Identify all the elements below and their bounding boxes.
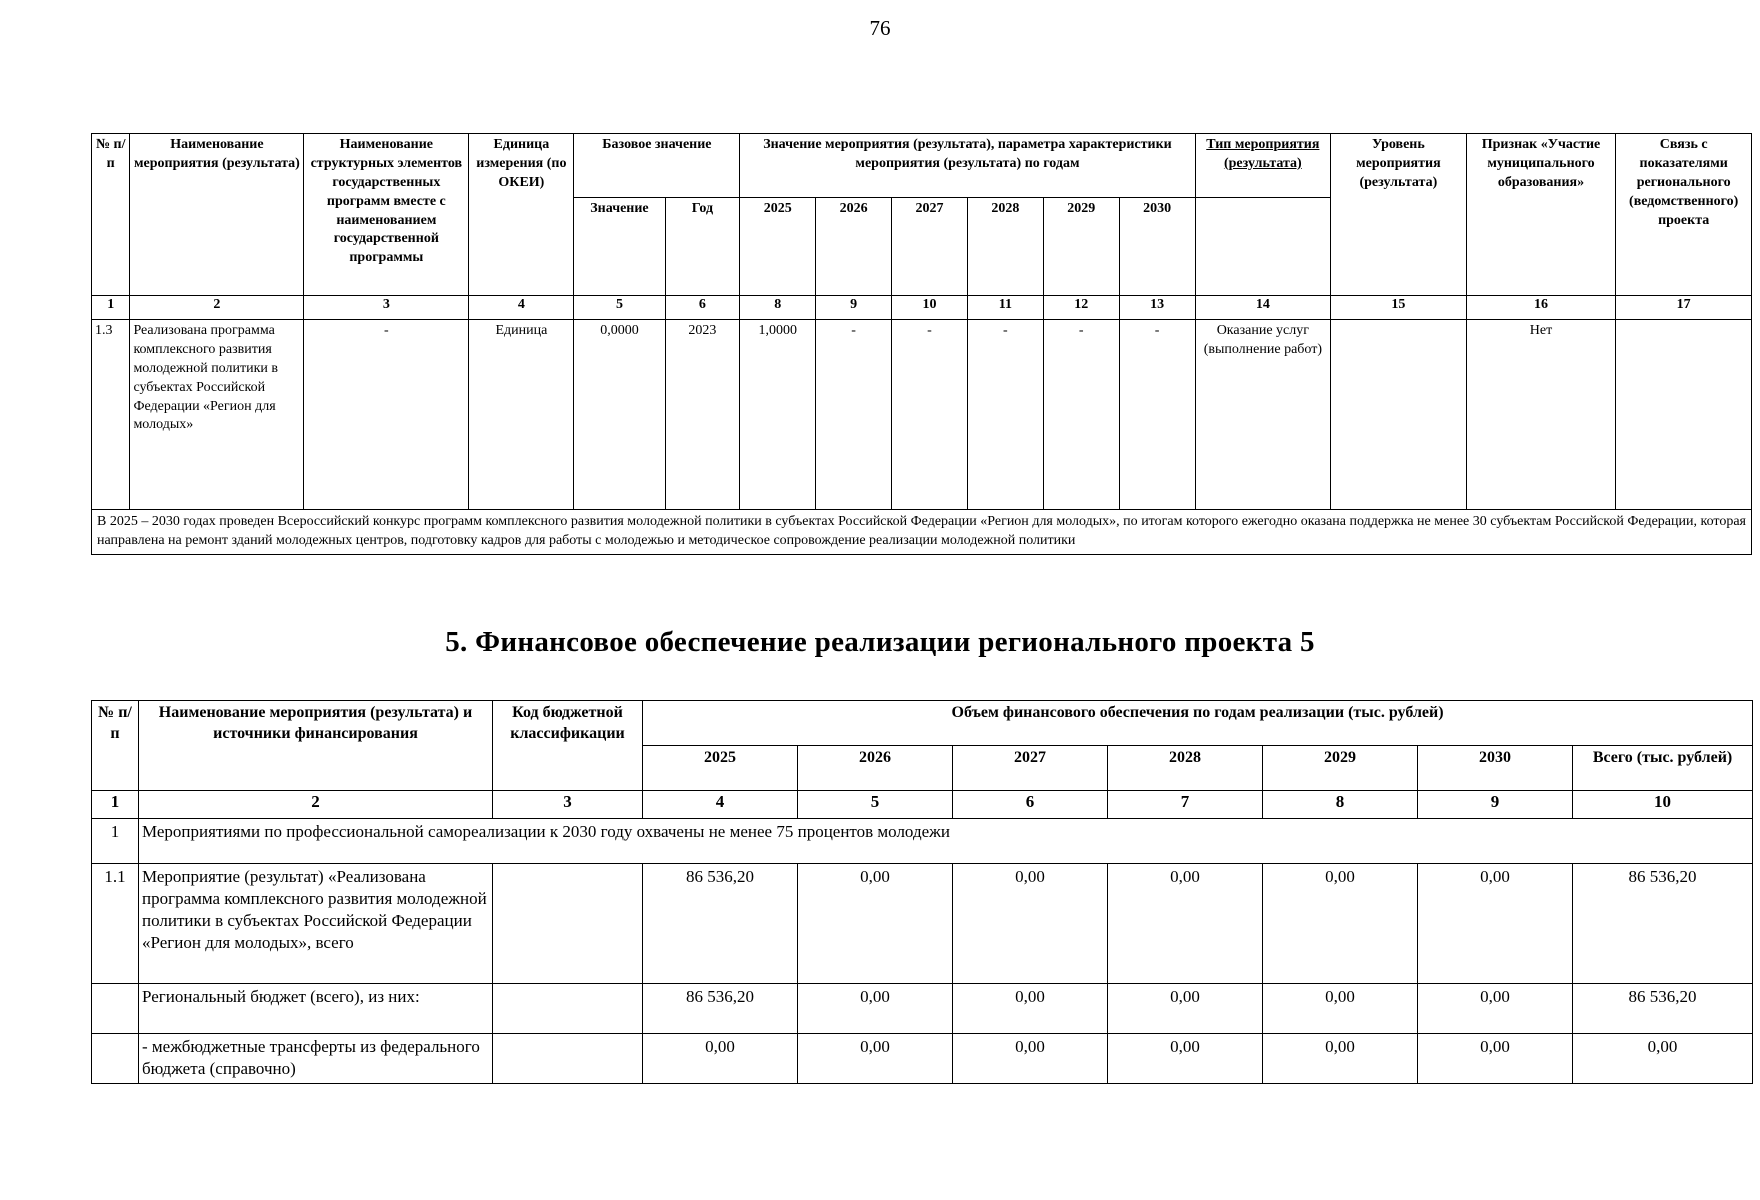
row-value: 86 536,20 xyxy=(643,984,798,1034)
row-num xyxy=(92,1034,139,1084)
header-type: Тип мероприятия (результата) xyxy=(1195,134,1331,198)
row-type: Оказание услуг (выполнение работ) xyxy=(1195,320,1331,510)
header-base: Базовое значение xyxy=(574,134,740,198)
goal-num: 1 xyxy=(92,819,139,864)
column-numbers-row xyxy=(92,296,1752,320)
header-year: 2026 xyxy=(798,746,953,791)
goal-row xyxy=(92,819,1753,864)
row-value: 0,00 xyxy=(1108,1034,1263,1084)
table-row xyxy=(92,984,1753,1034)
col-number: 9 xyxy=(1418,791,1573,819)
row-num: 1.1 xyxy=(92,864,139,984)
row-num: 1.3 xyxy=(92,320,130,510)
col-number: 13 xyxy=(1119,296,1195,320)
row-base-year: 2023 xyxy=(665,320,740,510)
col-number: 1 xyxy=(92,296,130,320)
header-type-empty xyxy=(1195,198,1331,296)
row-code xyxy=(493,984,643,1034)
row-value: - xyxy=(892,320,968,510)
col-number: 12 xyxy=(1043,296,1119,320)
page-number: 76 xyxy=(869,16,891,40)
row-value: 86 536,20 xyxy=(643,864,798,984)
col-number: 16 xyxy=(1466,296,1616,320)
row-code xyxy=(493,864,643,984)
section-title: 5. Финансовое обеспечение реализации регионального проекта 5 xyxy=(445,626,1315,658)
row-value: 0,00 xyxy=(1418,984,1573,1034)
row-struct: - xyxy=(304,320,469,510)
row-value: 0,00 xyxy=(1418,1034,1573,1084)
header-year: 2026 xyxy=(816,198,892,296)
col-number: 4 xyxy=(643,791,798,819)
col-number: 5 xyxy=(574,296,665,320)
header-year: 2028 xyxy=(1108,746,1263,791)
col-number: 11 xyxy=(967,296,1043,320)
row-value: 0,00 xyxy=(643,1034,798,1084)
col-number: 5 xyxy=(798,791,953,819)
col-number: 3 xyxy=(304,296,469,320)
header-row xyxy=(92,134,1752,198)
header-level: Уровень мероприятия (результата) xyxy=(1331,134,1467,296)
row-value: 0,00 xyxy=(953,1034,1108,1084)
header-link: Связь с показателями регионального (ведомственного) проекта xyxy=(1616,134,1752,296)
header-struct: Наименование структурных элементов государственных программ вместе с наименованием государственной программы xyxy=(304,134,469,296)
header-volume: Объем финансового обеспечения по годам реализации (тыс. рублей) xyxy=(643,701,1753,746)
row-value: - xyxy=(816,320,892,510)
note-text: В 2025 – 2030 годах проведен Всероссийский конкурс программ комплексного развития молодежной политики в субъектах Российской Федерации «Регион для молодых», по итогам которого ежегодно оказана поддержка не менее 30 субъектам Российской Федерации, которая направлена на ремонт зданий молодежных центров, подготовку кадров для работы с молодежью и методическое сопровождение реализации молодежной политики xyxy=(92,510,1752,555)
table-row xyxy=(92,864,1753,984)
header-base-year: Год xyxy=(665,198,740,296)
header-year: 2029 xyxy=(1263,746,1418,791)
col-number: 2 xyxy=(130,296,304,320)
row-value: 0,00 xyxy=(798,984,953,1034)
header-code: Код бюджетной классификации xyxy=(493,701,643,791)
row-value: 0,00 xyxy=(953,984,1108,1034)
row-base-value: 0,0000 xyxy=(574,320,665,510)
row-level xyxy=(1331,320,1467,510)
row-num xyxy=(92,984,139,1034)
col-number: 6 xyxy=(665,296,740,320)
row-value: 0,00 xyxy=(798,864,953,984)
row-total: 86 536,20 xyxy=(1573,984,1753,1034)
table-row xyxy=(92,320,1752,510)
row-value: 0,00 xyxy=(1263,1034,1418,1084)
header-name: Наименование мероприятия (результата) xyxy=(130,134,304,296)
row-municipal: Нет xyxy=(1466,320,1616,510)
row-value: - xyxy=(1043,320,1119,510)
header-values-group: Значение мероприятия (результата), параметра характеристики мероприятия (результата) по годам xyxy=(740,134,1195,198)
row-value: 0,00 xyxy=(1108,984,1263,1034)
header-year: 2030 xyxy=(1418,746,1573,791)
row-value: 0,00 xyxy=(1263,984,1418,1034)
col-number: 8 xyxy=(1263,791,1418,819)
col-number: 2 xyxy=(139,791,493,819)
header-num: № п/п xyxy=(92,701,139,791)
row-value: 0,00 xyxy=(953,864,1108,984)
header-total: Всего (тыс. рублей) xyxy=(1573,746,1753,791)
row-total: 86 536,20 xyxy=(1573,864,1753,984)
row-name: Мероприятие (результат) «Реализована программа комплексного развития молодежной политики в субъектах Российской Федерации «Регион для молодых», всего xyxy=(139,864,493,984)
col-number: 6 xyxy=(953,791,1108,819)
row-code xyxy=(493,1034,643,1084)
col-number: 14 xyxy=(1195,296,1331,320)
row-total: 0,00 xyxy=(1573,1034,1753,1084)
header-row xyxy=(92,701,1753,746)
col-number: 8 xyxy=(740,296,816,320)
col-number: 4 xyxy=(469,296,574,320)
header-year: 2025 xyxy=(740,198,816,296)
header-year: 2027 xyxy=(892,198,968,296)
header-year: 2025 xyxy=(643,746,798,791)
row-name: - межбюджетные трансферты из федерального бюджета (справочно) xyxy=(139,1034,493,1084)
goal-text: Мероприятиями по профессиональной самореализации к 2030 году охвачены не менее 75 процентов молодежи xyxy=(139,819,1753,864)
row-value: 0,00 xyxy=(1263,864,1418,984)
header-name: Наименование мероприятия (результата) и источники финансирования xyxy=(139,701,493,791)
col-number: 9 xyxy=(816,296,892,320)
header-base-value: Значение xyxy=(574,198,665,296)
header-unit: Единица измерения (по ОКЕИ) xyxy=(469,134,574,296)
row-value: - xyxy=(1119,320,1195,510)
col-number: 1 xyxy=(92,791,139,819)
col-number: 15 xyxy=(1331,296,1467,320)
header-municipal: Признак «Участие муниципального образования» xyxy=(1466,134,1616,296)
col-number: 7 xyxy=(1108,791,1263,819)
results-table xyxy=(91,133,1752,555)
financing-table xyxy=(91,700,1753,1084)
row-unit: Единица xyxy=(469,320,574,510)
header-year: 2029 xyxy=(1043,198,1119,296)
column-numbers-row xyxy=(92,791,1753,819)
header-year: 2027 xyxy=(953,746,1108,791)
row-value: 0,00 xyxy=(798,1034,953,1084)
col-number: 3 xyxy=(493,791,643,819)
row-value: 0,00 xyxy=(1108,864,1263,984)
header-year: 2030 xyxy=(1119,198,1195,296)
row-value: 1,0000 xyxy=(740,320,816,510)
row-link xyxy=(1616,320,1752,510)
row-name: Реализована программа комплексного развития молодежной политики в субъектах Российской Федерации «Регион для молодых» xyxy=(130,320,304,510)
row-name: Региональный бюджет (всего), из них: xyxy=(139,984,493,1034)
header-year: 2028 xyxy=(967,198,1043,296)
col-number: 10 xyxy=(1573,791,1753,819)
note-row xyxy=(92,510,1752,555)
header-num: № п/п xyxy=(92,134,130,296)
table-row xyxy=(92,1034,1753,1084)
col-number: 10 xyxy=(892,296,968,320)
row-value: 0,00 xyxy=(1418,864,1573,984)
col-number: 17 xyxy=(1616,296,1752,320)
row-value: - xyxy=(967,320,1043,510)
